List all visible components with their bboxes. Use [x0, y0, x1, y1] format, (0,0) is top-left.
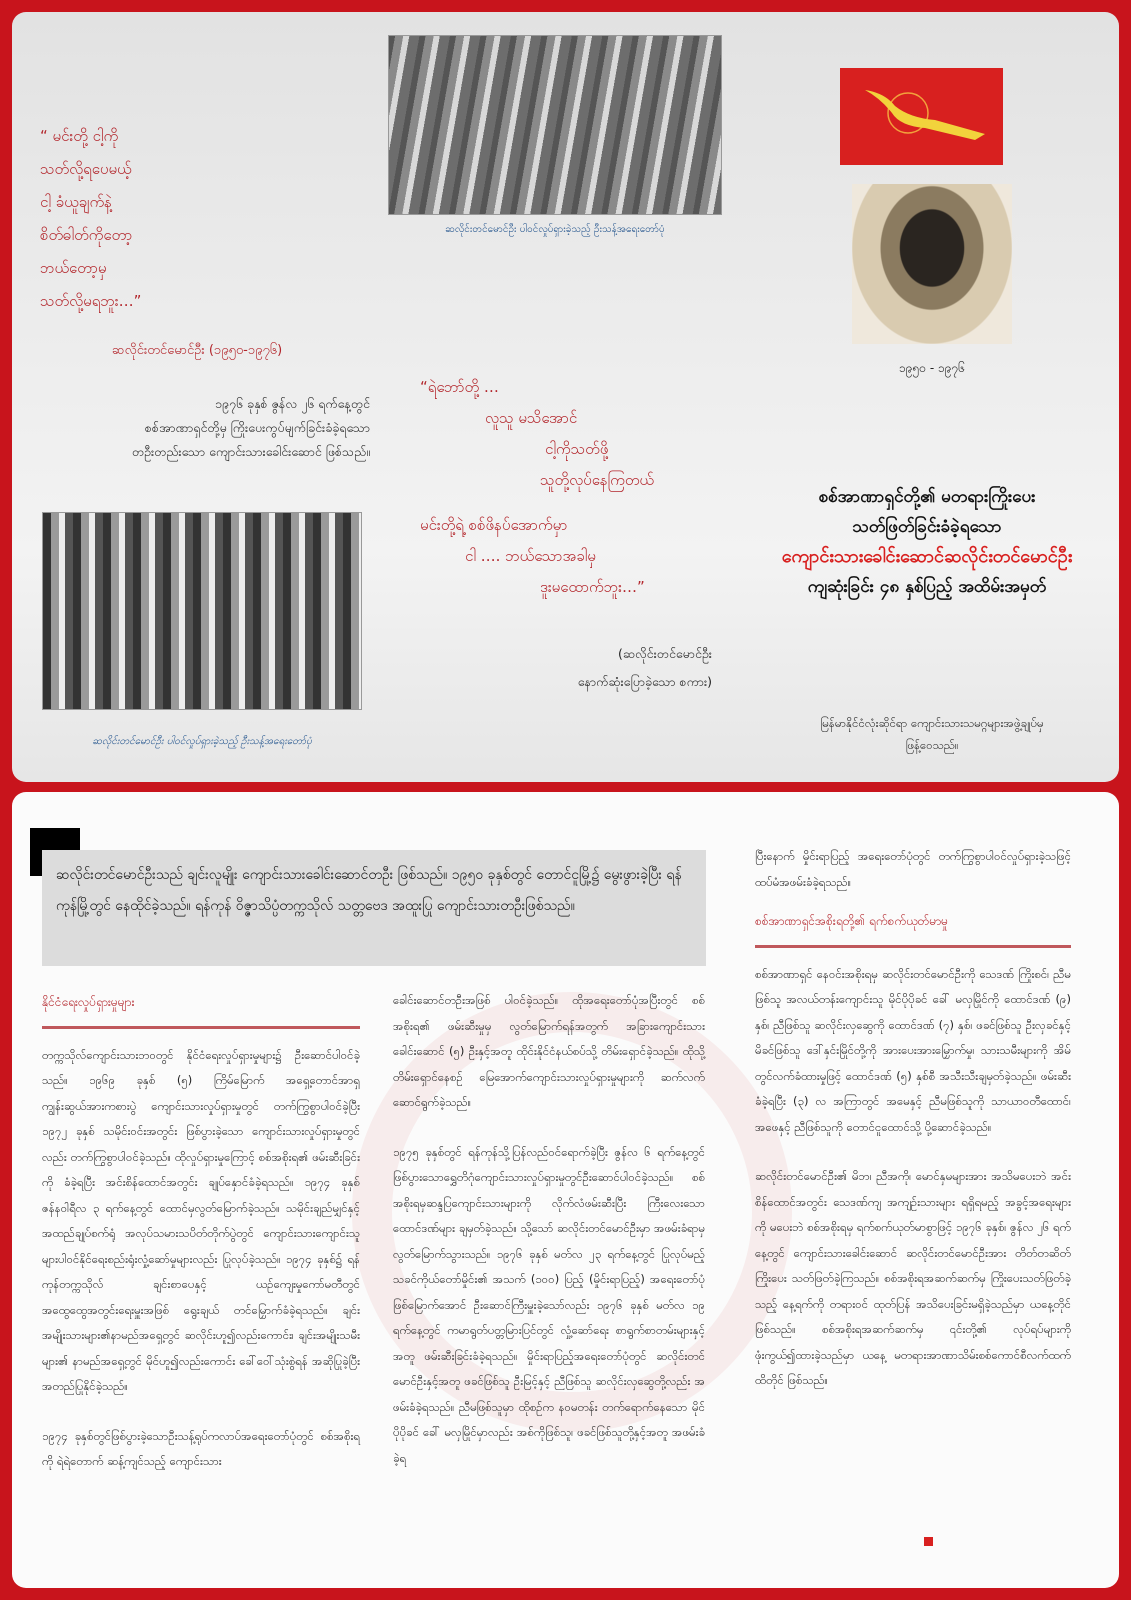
- portrait-dates: ၁၉၅၀ - ၁၉၇၆: [899, 361, 965, 375]
- column-1: [42, 990, 360, 1499]
- quote-line: “ မင်းတို့ ငါ့ကို: [40, 127, 119, 145]
- intro-line: တဦးတည်းသော ကျောင်းသားခေါင်းဆောင် ဖြစ်သည်။: [131, 444, 370, 459]
- party-flag: [840, 68, 1003, 165]
- quote-line: ငါ့ ခံယူချက်နဲ့: [40, 193, 112, 211]
- section-heading: စစ်အာဏာရှင်အစိုးရတို့၏ ရက်စက်ယုတ်မာမှု: [755, 909, 1071, 948]
- quote-attribution: [482, 640, 712, 696]
- quote-line: ငါ …. ဘယ်သောအခါမှ: [465, 547, 596, 565]
- cover-panel: [12, 12, 1119, 782]
- column-2: [393, 988, 705, 1495]
- protest-photo: [388, 35, 722, 215]
- quote-line: လူသူ မသိအောင်: [485, 409, 578, 427]
- funeral-photo: [42, 512, 362, 710]
- quote-line: သူတို့လုပ်နေကြတယ်: [540, 471, 654, 489]
- intro-text: [32, 392, 370, 464]
- attribution-line: နောက်ဆုံးပြောခဲ့သော စကား): [577, 674, 712, 689]
- lead-box: [42, 850, 706, 966]
- title-line: သတ်ဖြတ်ခြင်းခံခဲ့ရသော: [852, 517, 1002, 537]
- article-panel: [12, 792, 1119, 1588]
- lead-text: ဆလိုင်းတင်မောင်ဦးသည် ချင်းလူမျိုး ကျောင်းသားခေါင်းဆောင်တဦး ဖြစ်သည်။ ၁၉၅၀ ခုနှစ်တွင် တောင်ငူမြို့၌ မွေးဖွားခဲ့ပြီး ရန်ကုန်မြို့တွင် နေထိုင်ခဲ့သည်။ ရန်ကုန် ဝိဇ္ဇာသိပ္ပံတက္ကသိုလ် သတ္တဗေဒ အထူးပြု ကျောင်းသားတဦးဖြစ်သည်။: [56, 867, 682, 914]
- paragraph: ပြီးနောက် မှိုင်းရာပြည့် အရေးတော်ပုံတွင် တက်ကြွစွာပါဝင်လှုပ်ရှားခဲ့သဖြင့် ထပ်မံအဖမ်းခံခဲ့ရသည်။: [755, 849, 1071, 889]
- paragraph: ၁၉၇၄ ခုနှစ်တွင်ဖြစ်ပွားခဲ့သောဦးသန့်ရုပ်ကလာပ်အရေးတော်ပုံတွင် စစ်အစိုးရကို ရဲရဲတောက် ဆန့်ကျင်သည့် ကျောင်းသား: [42, 1428, 360, 1468]
- intro-line: ၁၉၇၆ ခုနှစ် ဇွန်လ ၂၆ ရက်နေ့တွင်: [214, 396, 370, 411]
- left-photo-caption: ဆလိုင်းတင်မောင်ဦး ပါဝင်လှုပ်ရှားခဲ့သည့် ဦးသန့်အရေးတော်ပုံ: [92, 736, 312, 747]
- title-block: [752, 482, 1102, 602]
- paragraph: ဆလိုင်းတင်မောင်ဦး၏ မိဘ၊ ညီအကို၊ မောင်နှမများအား အသိမပေးဘဲ အင်းစိန်ထောင်အတွင်း သေဒဏ်ကျ အကျဉ်းသားများ ရရှိရမည့် အခွင့်အရေးများကို မပေးဘဲ စစ်အစိုးရမှ ရက်စက်ယုတ်မာစွာဖြင့် ၁၉၇၆ ခုနှစ်၊ ဇွန်လ ၂၆ ရက်နေ့တွင် ကျောင်းသားခေါင်းဆောင် ဆလိုင်းတင်မောင်ဦးအား တိတ်တဆိတ် ကြိုးပေး သတ်ဖြတ်ခဲ့ကြသည်။ စစ်အစိုးရအဆက်ဆက်မှ ကြိုးပေးသတ်ဖြတ်ခဲ့သည့် နေ့ရက်ကို တရားဝင် ထုတ်ပြန် အသိပေးခြင်းမရှိခဲ့သည်မှာ ယနေ့တိုင် ဖြစ်သည်။ စစ်အစိုးရအဆက်ဆက်မှ ၎င်းတို့၏ လုပ်ရပ်များကို ဖုံးကွယ်၍ထားခဲ့သည်မှာ ယနေ့ မတရားအာဏာသိမ်းစစ်ကောင်စီလက်ထက်ထိတိုင် ဖြစ်သည်။: [755, 1169, 1071, 1387]
- title-line: ကျဆုံးခြင်း ၄၈ နှစ်ပြည့် အထိမ်းအမှတ်: [807, 577, 1047, 597]
- quote-line: စိတ်ဓါတ်ကိုတော့: [40, 226, 133, 244]
- quote-line: ဒူးမထောက်ဘူး…”: [540, 578, 645, 596]
- quote-line: သတ်လို့ရပေမယ့်: [40, 160, 132, 178]
- portrait-photo: [852, 184, 1012, 344]
- intro-line: စစ်အာဏာရှင်တို့မှ ကြိုးပေးကွပ်မျက်ခြင်းခံခဲ့ရသော: [144, 420, 370, 435]
- paragraph: ခေါင်းဆောင်တဦးအဖြစ် ပါဝင်ခဲ့သည်။ ထိုအရေးတော်ပုံအပြီးတွင် စစ်အစိုးရ၏ ဖမ်းဆီးမှုမှ လွတ်မြောက်ရန်အတွက် အခြားကျောင်းသားခေါင်းဆောင် (၅) ဦးနှင့်အတူ ထိုင်းနိုင်ငံနယ်စပ်သို့ တိမ်းရှောင်ခဲ့သည်။ ထိုသို့တိမ်းရှောင်နေစဉ် မြေအောက်ကျောင်းသားလှုပ်ရှားမှုများကို ဆက်လက်ဆောင်ရွက်ခဲ့သည်။: [393, 993, 705, 1109]
- quote-line: ဘယ်တော့မှ: [40, 259, 107, 277]
- quote-line: မင်းတို့ရဲ့ စစ်ဖိနပ်အောက်မှာ: [420, 516, 568, 534]
- fighting-peacock-icon: [840, 68, 1003, 165]
- quote-line: သတ်လို့မရဘူး…”: [40, 292, 142, 310]
- paragraph: ၁၉၇၅ ခုနှစ်တွင် ရန်ကုန်သို့ပြန်လည်ဝင်ရောက်ခဲ့ပြီး ဇွန်လ ၆ ရက်နေ့တွင်ဖြစ်ပွားသောရွှေတိဂုံကျောင်းသားလှုပ်ရှားမှုတွင်ဦးဆောင်ပါဝင်ခဲ့သည်။ စစ်အစိုးရမှဆန္ဒပြကျောင်းသားများကို လိုက်လံဖမ်းဆီးပြီး ကြီးလေးသော ထောင်ဒဏ်များ ချမှတ်ခဲ့သည်။ သို့သော် ဆလိုင်းတင်မောင်ဦးမှာ အဖမ်းခံရာမှ လွတ်မြောက်သွားသည်။ ၁၉၇၆ ခုနှစ် မတ်လ ၂၃ ရက်နေ့တွင် ပြုလုပ်မည့် သခင်ကိုယ်တော်မှိုင်း၏ အသက် (၁၀၀) ပြည့် (မှိုင်းရာပြည့်) အရေးတော်ပုံ ဖြစ်မြောက်အောင် ဦးဆောင်ကြီးမှူးခဲ့သော်လည်း ၁၉၇၆ ခုနှစ် မတ်လ ၁၉ ရက်နေ့တွင် ကမာရွတ်ပတ္တမြားပြင်တွင် လှုံ့ဆော်ရေး စာရွက်စာတမ်းများနှင့်အတူ ဖမ်းဆီးခြင်းခံခဲ့ရသည်။ မှိုင်းရာပြည့်အရေးတော်ပုံတွင် ဆလိုင်းတင်မောင်ဦးနှင့်အတူ ဖခင်ဖြစ်သူ ဦးမြင့်နှင့် ညီဖြစ်သူ ဆလိုင်းလှဆွေတို့လည်း အဖမ်းခံခဲ့ရသည်။ ညီမဖြစ်သူမှာ ထိုစဉ်က နဝမတန်း တက်ရောက်နေသော မိုင်ပိုပိုခင် ခေါ် မလှမြိုင်မှာလည်း အစ်ကိုဖြစ်သူ၊ ဖခင်ဖြစ်သူတို့နှင့်အတူ အဖမ်းခံခဲ့ရ: [393, 1144, 705, 1465]
- title-line: စစ်အာဏာရှင်တို့၏ မတရားကြိုးပေး: [818, 487, 1036, 507]
- paragraph: တက္ကသိုလ်ကျောင်းသားဘဝတွင် နိုင်ငံရေးလှုပ်ရှားမှုများ၌ ဦးဆောင်ပါဝင်ခဲ့သည်။ ၁၉၆၉ ခုနှစ် (၅) ကြိမ်မြောက် အရှေ့တောင်အာရှ ကျွန်းဆွယ်အားကစားပွဲ ကျောင်းသားလှုပ်ရှားမှုတွင် တက်ကြွစွာပါဝင်ခဲ့ပြီး ၁၉၇၂ ခုနှစ် သမိုင်းဝင်းအတွင်း ဖြစ်ပွားခဲ့သော ကျောင်းသားလှုပ်ရှားမှုတွင်လည်း တက်ကြွစွာပါဝင်ခဲ့သည်။ ထိုလှုပ်ရှားမှုကြောင့် စစ်အစိုးရ၏ ဖမ်းဆီးခြင်းကို ခံခဲ့ရပြီး အင်းစိန်ထောင်အတွင်း ချုပ်နှောင်ခံခဲ့ရသည်။ ၁၉၇၄ ခုနှစ် ဇန်နဝါရီလ ၃ ရက်နေ့တွင် ထောင်မှလွတ်မြောက်ခဲ့သည်။ သမိုင်းချည်မျှင်နှင့် အထည်ချုပ်စက်ရုံ အလုပ်သမားသပိတ်တိုက်ပွဲတွင် ကျောင်းသားကျောင်းသူများပါဝင်နိုင်ရေးစည်းရုံးလှုံ့ဆော်မှုများလည်း ပြုလုပ်ခဲ့သည်။ ၁၉၇၄ ခုနှစ်၌ ရန်ကုန်တက္ကသိုလ် ချင်းစာပေနှင့် ယဉ်ကျေးမှုကော်မတီတွင် အထွေထွေအတွင်းရေးမှူးအဖြစ် ရွေးချယ် တင်မြှောက်ခံခဲ့ရသည်။ ချင်းအမျိုးသားများ၏နာမည်အရှေ့တွင် ဆလိုင်းဟူ၍လည်းကောင်း၊ ချင်းအမျိုးသမီးများ၏ နာမည်အရှေ့တွင် မိုင်ဟူ၍လည်းကောင်း ခေါ်ဝေါ်သုံးစွဲရန် အဆိုပြုခဲ့ပြီး အတည်ပြုနိုင်ခဲ့သည်။: [42, 1047, 360, 1393]
- paragraph: စစ်အာဏာရှင် နေဝင်းအစိုးရမှ ဆလိုင်းတင်မောင်ဦးကို သေဒဏ် ကြိုးစင်၊ ညီမဖြစ်သူ အလယ်တန်းကျောင်းသူ မိုင်ပိုပိုခင် ခေါ် မလှမြိုင်ကို ထောင်ဒဏ် (၉) နှစ်၊ ညီဖြစ်သူ ဆလိုင်းလှဆွေကို ထောင်ဒဏ် (၇) နှစ်၊ ဖခင်ဖြစ်သူ ဦးလှခင်နှင့် မိခင်ဖြစ်သူ ဒေါ်နှင်းမြိုင်တို့ကို အားပေးအားမြှောက်မှု၊ သားသမီးများကို အိမ်တွင်လက်ခံထားမှုဖြင့် ထောင်ဒဏ် (၅) နှစ်စီ အသီးသီးချမှတ်ခဲ့သည်။ ဖမ်းဆီးခံခဲ့ရပြီး (၃) လ အကြာတွင် အမေနှင့် ညီမဖြစ်သူကို သာယာဝတီထောင်၊ အဖေနှင့် ညီဖြစ်သူကို တောင်ငူထောင်သို့ ပို့ဆောင်ခဲ့သည်။: [755, 966, 1071, 1134]
- quote-line: ငါ့ကိုသတ်ဖို့: [545, 440, 609, 458]
- title-name: ကျောင်းသားခေါင်းဆောင်ဆလိုင်းတင်မောင်ဦး: [781, 546, 1073, 567]
- signature: ဆလိုင်းတင်မောင်ဦး (၁၉၅၀-၁၉၇၆): [112, 343, 283, 358]
- publisher-line: ဖြန့်ဝေသည်။: [905, 738, 959, 752]
- middle-quote: [420, 372, 720, 603]
- quote-line: “ရဲဘော်တို့ …: [420, 378, 499, 396]
- left-quote: [40, 120, 141, 318]
- top-photo-caption: ဆလိုင်းတင်မောင်ဦး ပါဝင်လှုပ်ရှားခဲ့သည့် ဦးသန့်အရေးတော်ပုံ: [445, 224, 665, 235]
- section-heading: နိုင်ငံရေးလှုပ်ရှားမှုများ: [42, 990, 360, 1029]
- end-mark: [924, 1537, 933, 1546]
- attribution-line: (ဆလိုင်းတင်မောင်ဦး: [617, 646, 712, 661]
- publisher-line: မြန်မာနိုင်ငံလုံးဆိုင်ရာ ကျောင်းသားသမဂ္ဂများအဖွဲ့ချုပ်မှ: [820, 716, 1044, 730]
- publisher: [772, 712, 1092, 756]
- column-3: [755, 844, 1071, 1418]
